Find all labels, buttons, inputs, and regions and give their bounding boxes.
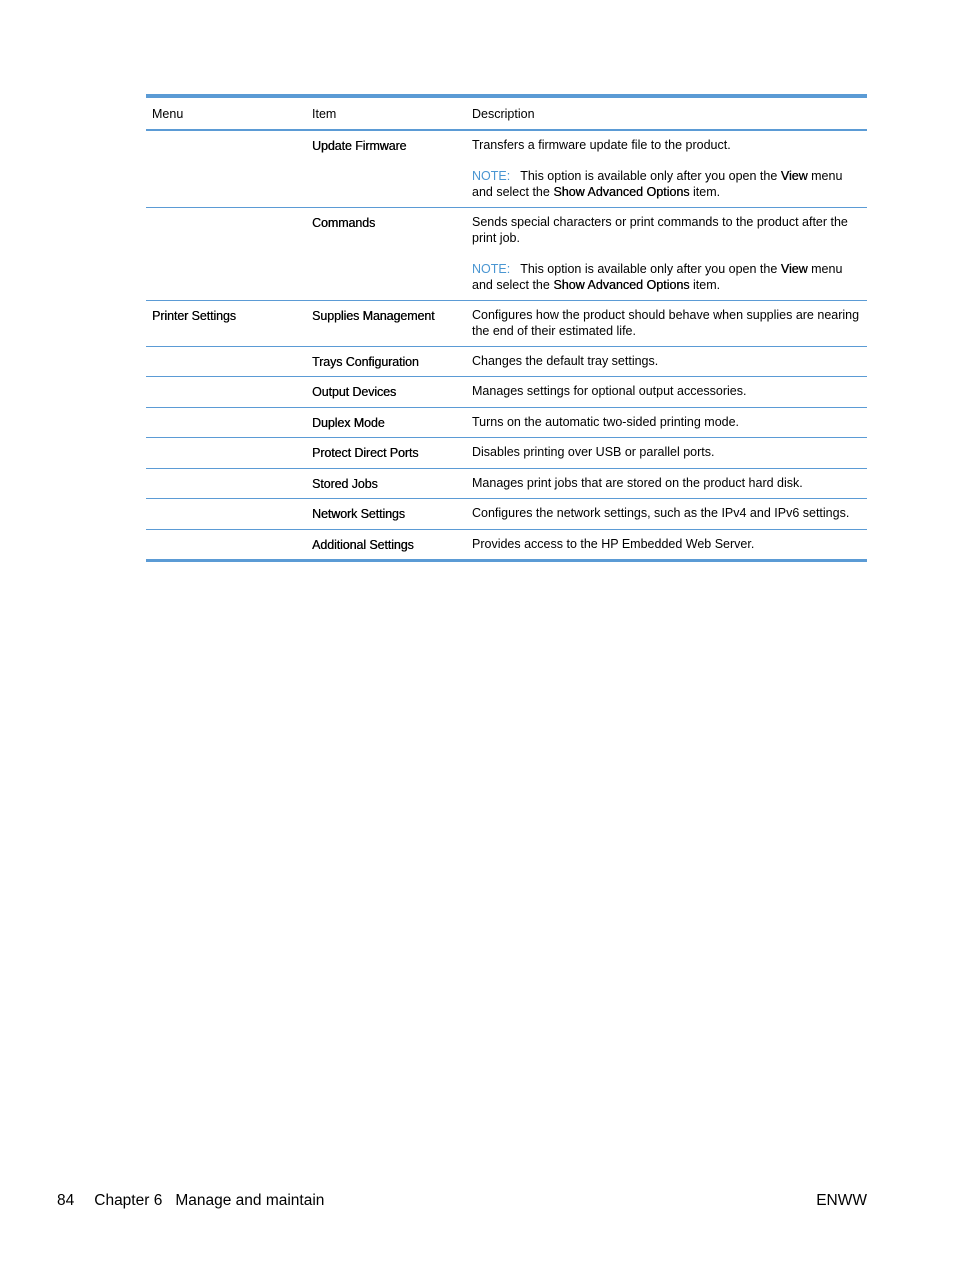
description-text: Changes the default tray settings. <box>472 353 659 368</box>
description-text: Disables printing over USB or parallel ports. <box>472 445 715 459</box>
row-item <box>306 529 466 561</box>
note <box>472 261 861 294</box>
description-text: Configures the network settings, such as the IPv4 and IPv6 settings. <box>472 506 850 520</box>
table-row <box>146 207 867 300</box>
row-item <box>306 377 466 408</box>
note-view-menu: View <box>780 261 808 276</box>
item-label: Update Firmware <box>312 139 407 153</box>
note-text-mid: menu and select the <box>472 261 843 292</box>
item-label: Network Settings <box>312 507 405 521</box>
table-row <box>146 499 867 530</box>
description-text: Sends special characters or print commands to the product after the print job. <box>472 214 848 245</box>
description-text: Turns on the automatic two-sided printing mode. <box>472 414 740 429</box>
item-label: Protect Direct Ports <box>312 446 419 460</box>
row-menu <box>146 438 306 469</box>
row-item <box>306 207 466 300</box>
row-menu <box>146 130 306 207</box>
item-label: Stored Jobs <box>312 476 378 491</box>
menu-label: Printer Settings <box>152 308 236 323</box>
header-description: Description <box>472 107 535 121</box>
row-menu <box>146 529 306 561</box>
row-description <box>466 468 867 499</box>
header-menu: Menu <box>152 107 184 121</box>
row-description <box>466 438 867 469</box>
row-description <box>466 130 867 207</box>
table-row <box>146 438 867 469</box>
note-show-advanced-options: Show Advanced Options <box>553 185 690 199</box>
row-description <box>466 377 867 408</box>
description-text: Configures how the product should behave when supplies are nearing the end of their estimated life. <box>472 307 860 338</box>
row-item <box>306 130 466 207</box>
row-menu <box>146 300 306 346</box>
table-row <box>146 468 867 499</box>
row-description <box>466 300 867 346</box>
row-item <box>306 468 466 499</box>
row-menu <box>146 346 306 377</box>
row-description <box>466 207 867 300</box>
row-item <box>306 407 466 438</box>
note-label: NOTE: <box>472 261 511 276</box>
row-description <box>466 407 867 438</box>
table-header-row <box>146 96 867 130</box>
item-label: Output Devices <box>312 385 397 399</box>
row-menu <box>146 207 306 300</box>
note-show-advanced-options: Show Advanced Options <box>553 278 690 292</box>
table-row <box>146 300 867 346</box>
table-row <box>146 407 867 438</box>
page-number: 84 <box>57 1192 75 1209</box>
item-label: Commands <box>312 215 376 230</box>
footer-left <box>57 1191 324 1211</box>
note-label: NOTE: <box>472 168 511 183</box>
table-header <box>146 96 867 130</box>
row-item <box>306 438 466 469</box>
row-description <box>466 346 867 377</box>
row-menu <box>146 377 306 408</box>
item-label: Additional Settings <box>312 537 414 552</box>
menu-items-table <box>146 94 867 562</box>
table-row <box>146 377 867 408</box>
header-item: Item <box>312 107 337 121</box>
description-text: Manages print jobs that are stored on the product hard disk. <box>472 475 803 490</box>
note-view-menu: View <box>780 168 808 183</box>
description-text: Provides access to the HP Embedded Web Server. <box>472 536 755 551</box>
row-menu <box>146 499 306 530</box>
row-item <box>306 499 466 530</box>
row-description <box>466 499 867 530</box>
note <box>472 168 861 201</box>
doc-code: ENWW <box>816 1192 867 1209</box>
chapter-label: Chapter 6 <box>94 1192 163 1209</box>
note-text-post: item. <box>689 185 721 199</box>
table-row <box>146 130 867 207</box>
row-item <box>306 300 466 346</box>
note-text-post: item. <box>689 278 721 292</box>
note-text-pre: This option is available only after you open the <box>520 261 781 276</box>
row-description <box>466 529 867 561</box>
chapter-title: Manage and maintain <box>175 1192 325 1209</box>
table-body <box>146 130 867 561</box>
table-row <box>146 346 867 377</box>
note-text-mid: menu and select the <box>472 168 843 199</box>
row-menu <box>146 468 306 499</box>
note-text-pre: This option is available only after you open the <box>520 168 781 183</box>
row-item <box>306 346 466 377</box>
table-row <box>146 529 867 561</box>
description-text: Manages settings for optional output accessories. <box>472 384 747 398</box>
item-label: Duplex Mode <box>312 415 385 430</box>
item-label: Trays Configuration <box>312 354 419 369</box>
row-menu <box>146 407 306 438</box>
item-label: Supplies Management <box>312 308 435 323</box>
description-text: Transfers a firmware update file to the product. <box>472 138 731 152</box>
